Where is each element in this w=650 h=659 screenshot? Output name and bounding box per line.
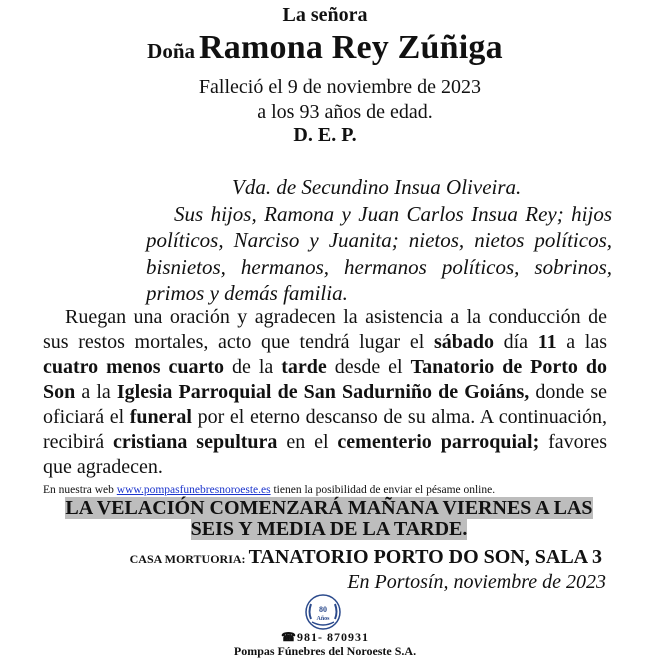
web-text-before: En nuestra web: [43, 484, 117, 496]
casa-mortuoria-label: CASA MORTUORIA:: [129, 552, 249, 566]
body-text: a la: [75, 381, 117, 403]
logo-anos: Años: [316, 616, 330, 622]
body-bold: Tanatorio de Porto do Son: [43, 356, 607, 403]
body-text: día: [493, 331, 538, 353]
website-link[interactable]: www.pompasfunebresnoroeste.es: [116, 484, 271, 496]
company-name: Pompas Fúnebres del Noroeste S.A.: [233, 644, 417, 658]
body-bold: Iglesia Parroquial de San Sadurniño de Goiáns,: [116, 381, 530, 403]
velacion-highlight: LA VELACIÓN COMENZARÁ MAÑANA VIERNES A LAS SEIS Y MEDIA DE LA TARDE.: [65, 497, 593, 540]
deceased-name-line: [0, 28, 650, 74]
death-date: Falleció el 9 de noviembre de 2023: [198, 76, 482, 98]
body-bold: sábado: [433, 331, 494, 353]
web-condolence-line: [43, 484, 623, 496]
casa-mortuoria-value: TANATORIO PORTO DO SON, SALA 3: [248, 546, 602, 568]
body-text: en el: [277, 431, 338, 453]
relatives-paragraph: Sus hijos, Ramona y Juan Carlos Insua Rey; hijos políticos, Narciso y Juanita; nietos, nietos políticos, bisnietos, hermanos, hermanos políticos, sobrinos, primos y demás familia.: [146, 201, 612, 305]
deceased-name: Ramona Rey Zúñiga: [199, 29, 503, 66]
body-bold: tarde: [281, 356, 327, 378]
dep-initials: D. E. P.: [293, 124, 357, 146]
body-bold: cementerio parroquial;: [337, 431, 540, 453]
age-at-death: a los 93 años de edad.: [257, 101, 433, 123]
name-prefix: Doña: [147, 39, 196, 63]
casa-mortuoria-line: [0, 546, 602, 569]
ceremony-paragraph: [43, 305, 607, 480]
body-text: desde el: [326, 356, 411, 378]
phone-number: 981- 870931: [296, 630, 369, 644]
body-text: Ruegan una oración y agradecen la asistencia a la conducción de sus restos mortales, acto que tendrá lugar el: [43, 306, 607, 353]
logo-80: 80: [319, 605, 327, 614]
body-text: por el eterno descanso de su alma. A continuación, recibirá: [43, 406, 607, 453]
place-date: En Portosín, noviembre de 2023: [347, 571, 606, 593]
web-text-after: tienen la posibilidad de enviar el pésame online.: [270, 484, 496, 496]
body-bold: funeral: [129, 406, 192, 428]
company-80-anos-logo: [303, 592, 343, 632]
body-bold: cuatro menos cuarto: [43, 356, 225, 378]
body-text: a las: [556, 331, 608, 353]
telephone-icon: ☎: [281, 630, 297, 644]
body-text: donde se oficiará el: [43, 381, 608, 428]
velacion-notice: [43, 498, 615, 540]
family-block: [146, 174, 612, 307]
body-bold: cristiana sepultura: [112, 431, 278, 453]
body-text: de la: [224, 356, 282, 378]
title-la-senora: La señora: [282, 4, 368, 26]
body-bold: 11: [537, 331, 557, 353]
widow-line: Vda. de Secundino Insua Oliveira.: [232, 175, 522, 199]
body-text: favores que agradecen.: [43, 431, 608, 478]
phone-line: [0, 630, 650, 645]
